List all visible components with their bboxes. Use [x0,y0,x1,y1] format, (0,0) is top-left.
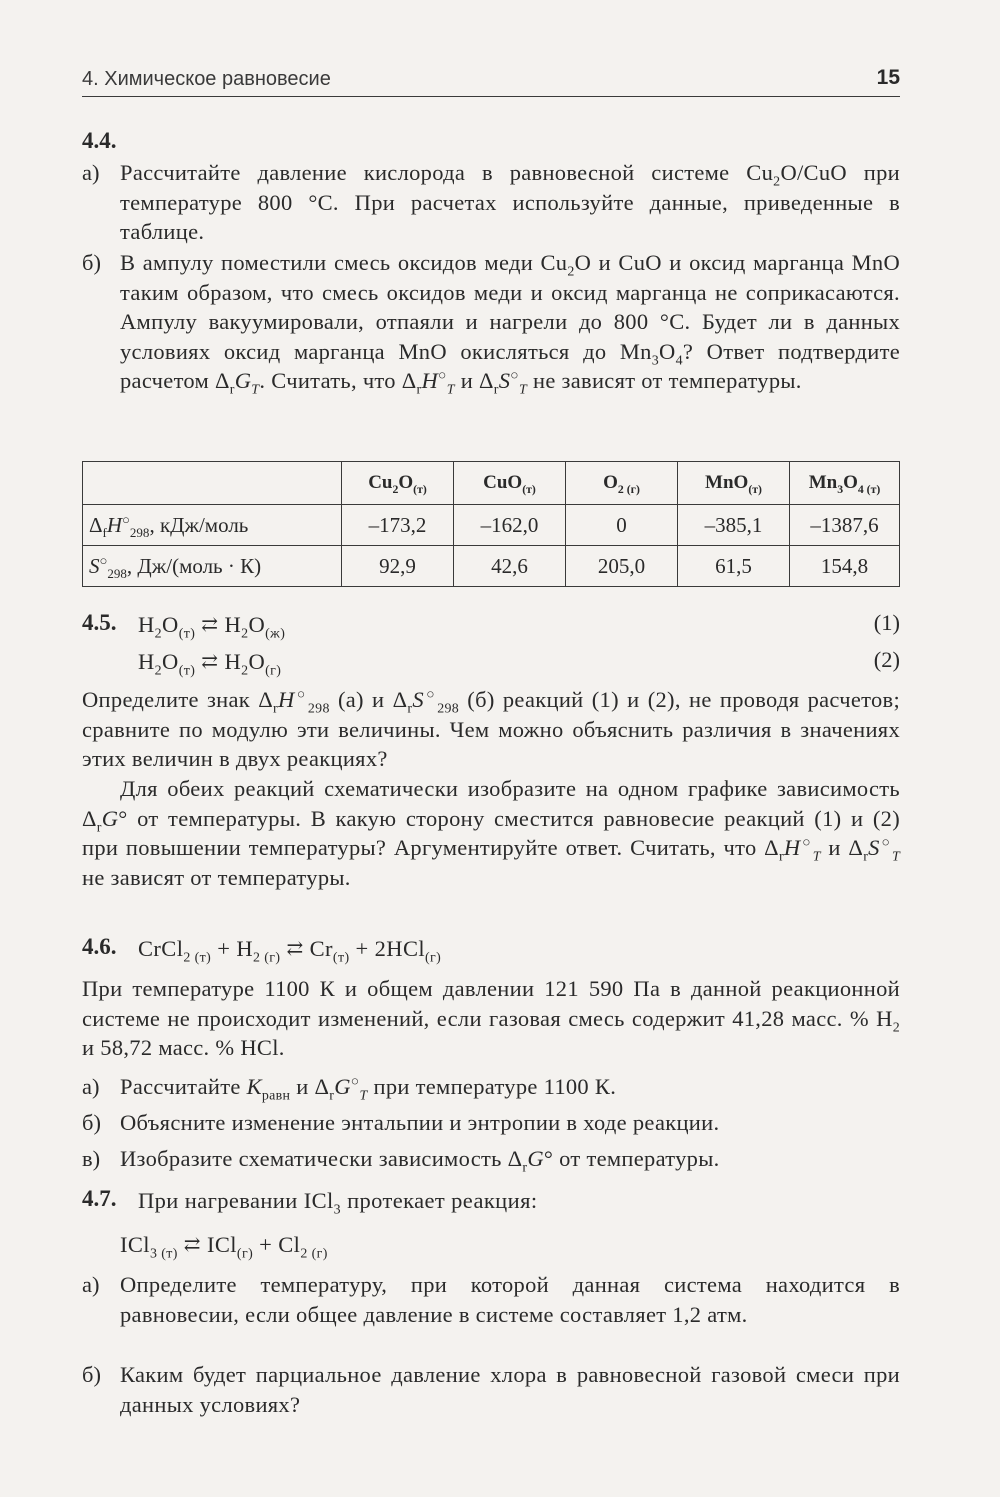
problem-number-4-7: 4.7. [82,1186,117,1211]
table-header-mn3o4: $Mn_3O_{4 (т)}$ [790,462,900,505]
part-a-text: Рассчитайте давление кислорода в равновесной системе $Cu_2O$/CuO при температуре 800 °С. При расчетах используйте данные, приведенные в таблице. [120,160,900,244]
table-cell: –173,2 [342,505,454,546]
table-cell: 61,5 [678,546,790,587]
table-cell: 92,9 [342,546,454,587]
equilibrium-arrow-icon: ⇄ [201,651,219,673]
table-cell: –385,1 [678,505,790,546]
page-number: 15 [876,66,900,89]
part-b-text: Каким будет парциальное давление хлора в равновесной газовой смеси при данных условиях? [120,1362,900,1417]
table-header-mno: MnO$_{(т)}$ [678,462,790,505]
table-cell: –1387,6 [790,505,900,546]
thermo-data-table [82,461,900,587]
table-header-cu2o: $Cu_2O_{(т)}$ [342,462,454,505]
problem-4-6-paragraph: При температуре 1100 К и общем давлении 121 590 Па в данной реакционной системе не происходит изменений, если газовая смесь содержит 41,28 масс. % $H_2$ и 58,72 масс. % HCl. [82,976,900,1060]
chapter-title: 4. Химическое равновесие [82,68,331,90]
table-row [83,546,900,587]
equilibrium-arrow-icon: ⇄ [183,1234,201,1256]
table-row [83,505,900,546]
table-corner-cell [83,462,342,505]
part-b-text: Объясните изменение энтальпии и энтропии в ходе реакции. [120,1110,720,1135]
problem-4-5-paragraph-2: Для обеих реакций схематически изобразите на одном графике зависимость $\Delta_rG^\circ$ от температуры. В какую сторону сместится равновесие реакций (1) и (2) при повышении температуры? Аргументируйте ответ. Считать, что $\Delta_rH^○_T$ и $\Delta_rS^○_T$ не зависят от температуры. [82,776,900,890]
table-row-label-enthalpy: $\Delta_fH^○_{298}$, кДж/моль [83,505,342,546]
equation-2: $H_2O_{(т)}$ ⇄ $H_2O_{(г)}$ [138,649,282,679]
part-b-label: б) [82,1110,101,1135]
part-a-text: Рассчитайте $K_{равн}$ и $\Delta_rG^○_T$ при температуре 1100 К. [120,1074,617,1104]
part-c-label: в) [82,1146,101,1171]
part-c-text: Изобразите схематически зависимость $\Delta_rG^\circ$ от температуры. [120,1146,720,1176]
table-cell: –162,0 [454,505,566,546]
table-header-cuo: CuO$_{(т)}$ [454,462,566,505]
table-cell: 42,6 [454,546,566,587]
equation-1-number: (1) [873,610,900,635]
table-cell: 205,0 [566,546,678,587]
part-b-text: В ампулу поместили смесь оксидов меди $Cu_2O$ и CuO и оксид марганца MnO таким образом, что смесь оксидов меди и оксид марганца не соприкасаются. Ампулу вакуумировали, отпаяли и нагрели до 800 °С. Будет ли в данных условиях оксид марганца MnO окисляться до $Mn_3O_4$? Ответ подтвердите расчетом $\Delta_rG_T$. Считать, что $\Delta_rH^○_T$ и $\Delta_rS^○_T$ не зависят от температуры. [120,250,900,398]
problem-4-5-paragraph-1: Определите знак $\Delta_rH^○_{298}$ (а) и $\Delta_rS^○_{298}$ (б) реакций (1) и (2), не проводя расчетов; сравните по модулю эти величины. Чем можно объяснить различия в значениях этих величин в двух реакциях? [82,687,901,771]
table-cell: 0 [566,505,678,546]
part-b-label: б) [82,1362,101,1387]
part-a-text: Определите температуру, при которой данная система находится в равновесии, если общее давление в системе составляет 1,2 атм. [120,1272,900,1327]
running-head [82,66,900,97]
equation-4-6: CrCl$_{2 (т)}$ + $H_{2 (г)}$ ⇄ $Cr_{(т)} + 2HCl_{(г)}$ [138,936,442,966]
problem-number-4-5: 4.5. [82,610,117,635]
equilibrium-arrow-icon: ⇄ [201,614,219,636]
part-a-label: а) [82,160,100,185]
problem-4-7-intro: При нагревании ICl$_3$ протекает реакция: [138,1188,538,1218]
problem-number-4-4: 4.4. [82,128,117,153]
table-header-o2: $O_{2 (г)}$ [566,462,678,505]
part-a-label: а) [82,1074,100,1099]
equilibrium-arrow-icon: ⇄ [286,938,304,960]
table-cell: 154,8 [790,546,900,587]
equation-4-7: ICl$_{3 (т)}$ ⇄ $ICl_{(г)} + Cl_{2 (г)}$ [120,1232,328,1262]
part-a-label: а) [82,1272,100,1297]
table-header-row [83,462,900,505]
problem-number-4-6: 4.6. [82,934,117,959]
equation-2-number: (2) [873,647,900,672]
table-row-label-entropy: $S^○_{298}$, Дж/(моль · К) [83,546,342,587]
equation-1: $H_2O_{(т)}$ ⇄ $H_2O_{(ж)}$ [138,612,286,642]
part-b-label: б) [82,250,101,275]
